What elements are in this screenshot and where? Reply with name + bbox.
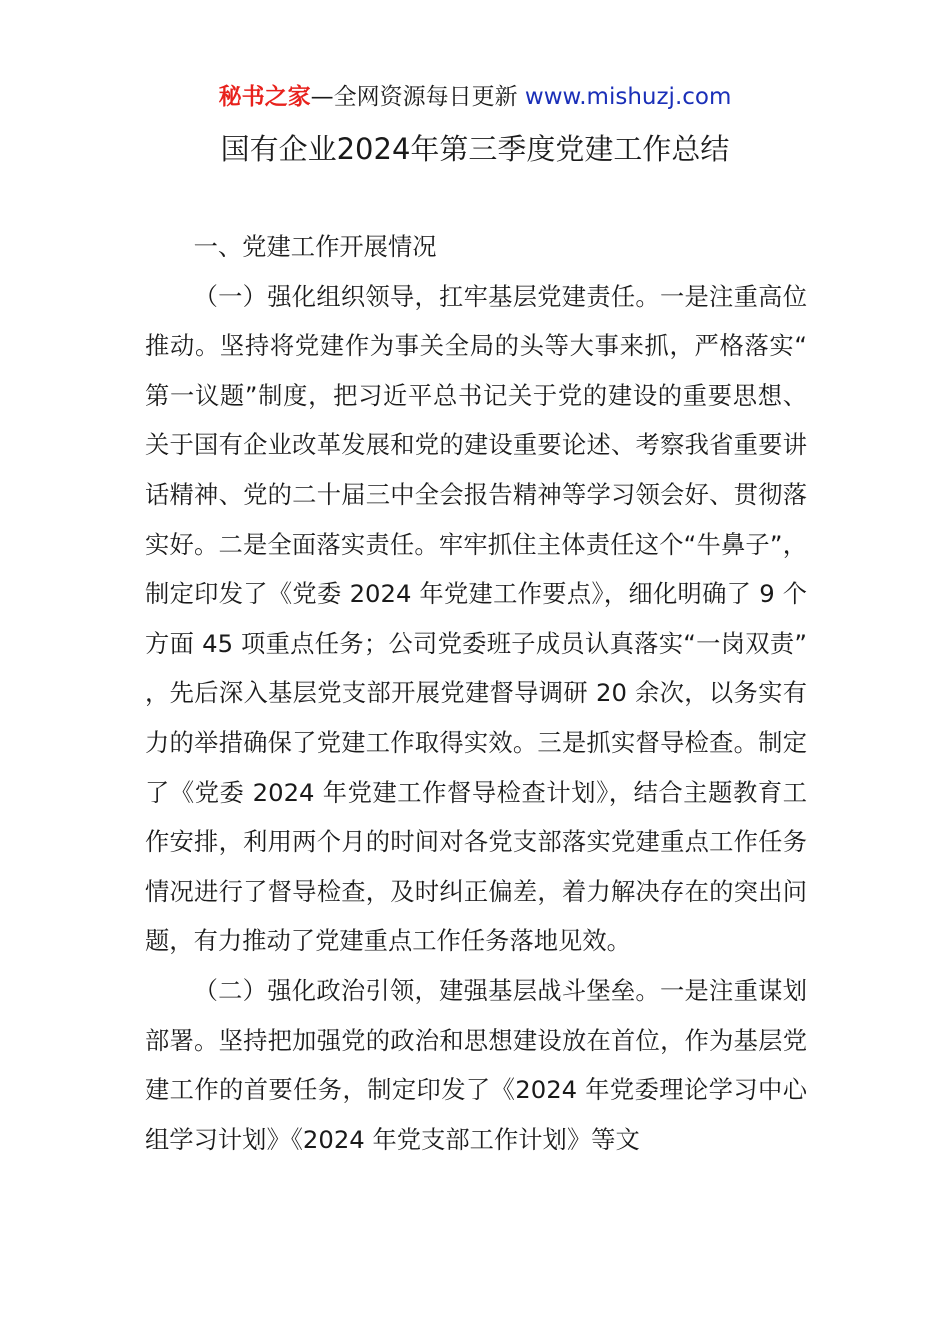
- paragraph-1: （一）强化组织领导，扛牢基层党建责任。一是注重高位推动。坚持将党建作为事关全局的头等大事来抓，严格落实“第一议题”制度，把习近平总书记关于党的建设的重要思想、关于国有企业改革发展和党的建设重要论述、考察我省重要讲话精神、党的二十届三中全会报告精神等学习领会好、贯彻落实好。二是全面落实责任。牢牢抓住主体责任这个“牛鼻子”，制定印发了《党委 2024 年党建工作要点》，细化明确了 9 个方面 45 项重点任务；公司党委班子成员认真落实“一岗双责”，先后深入基层党支部开展党建督导调研 20 余次，以务实有力的举措确保了党建工作取得实效。三是抓实督导检查。制定了《党委 2024 年党建工作督导检查计划》，结合主题教育工作安排，利用两个月的时间对各党支部落实党建重点工作任务情况进行了督导检查，及时纠正偏差，着力解决存在的突出问题，有力推动了党建重点工作任务落地见效。: [145, 281, 807, 956]
- section-heading: 一、党建工作开展情况: [193, 232, 437, 261]
- brand-name: 秘书之家: [218, 84, 311, 110]
- site-url-link[interactable]: www.mishuzj.com: [524, 84, 732, 110]
- document-title: 国有企业2024年第三季度党建工作总结: [220, 132, 730, 166]
- paragraph-2: （二）强化政治引领，建强基层战斗堡垒。一是注重谋划部署。坚持把加强党的政治和思想建设放在首位，作为基层党建工作的首要任务，制定印发了《2024 年党委理论学习中心组学习计划》《2024 年党支部工作计划》等文: [145, 975, 807, 1154]
- document-body: [145, 222, 807, 1164]
- site-slogan: —全网资源每日更新: [310, 84, 525, 110]
- site-banner: [0, 80, 950, 114]
